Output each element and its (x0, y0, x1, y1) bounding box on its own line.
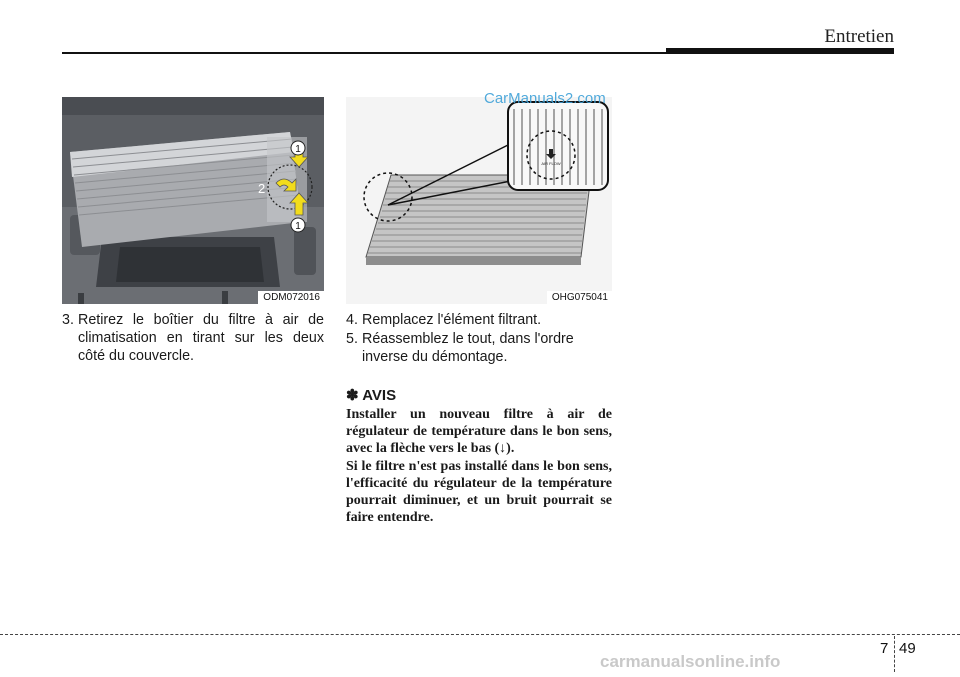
chapter-number: 7 (880, 640, 889, 657)
figure-filter-element (346, 97, 612, 304)
notice-paragraph: Si le filtre n'est pas installé dans le bon sens, l'efficacité du régulateur de la température pourrait diminuer, et un bruit pourrait se faire entendre. (346, 458, 612, 526)
step-text: Réassemblez le tout, dans l'ordre inverse du démontage. (362, 331, 574, 365)
svg-text:2: 2 (258, 181, 266, 196)
callout-1-bottom (291, 218, 305, 232)
step-text: Retirez le boîtier du filtre à air de climatisation en tirant sur les deux côté du couvercle. (78, 312, 324, 364)
figure-code: OHG075041 (547, 291, 612, 304)
notice-title (346, 386, 396, 404)
notice-paragraph: Installer un nouveau filtre à air de régulateur de température dans le bon sens, avec la flèche vers le bas (↓). (346, 407, 612, 457)
notice-body (346, 406, 612, 526)
step-number: 4. (346, 312, 358, 328)
callout-1-top (291, 141, 305, 155)
figure-filter-housing (62, 97, 324, 304)
svg-text:1: 1 (295, 221, 301, 232)
section-title: Entretien (824, 26, 894, 47)
figure-code: ODM072016 (258, 291, 324, 304)
page-number: 49 (899, 640, 916, 657)
filter-element-illustration (346, 97, 612, 304)
watermark-logo: CarManuals2.com (484, 90, 606, 107)
header-bar (666, 48, 894, 54)
step-3 (62, 311, 324, 365)
step-5 (346, 330, 612, 366)
step-number: 3. (62, 312, 74, 328)
page-separator (894, 636, 895, 672)
svg-text:AIR FLOW: AIR FLOW (541, 161, 561, 166)
step-number: 5. (346, 331, 358, 347)
step-4 (346, 311, 612, 329)
step-text: Remplacez l'élément filtrant. (362, 312, 542, 328)
callout-2 (258, 181, 265, 196)
filter-housing-illustration (62, 97, 324, 304)
footer-rule (0, 634, 960, 635)
site-watermark: carmanualsonline.info (600, 652, 781, 671)
notice-symbol-icon: ✽ (346, 387, 359, 404)
notice-title-text: AVIS (362, 387, 397, 404)
svg-text:1: 1 (295, 144, 301, 155)
